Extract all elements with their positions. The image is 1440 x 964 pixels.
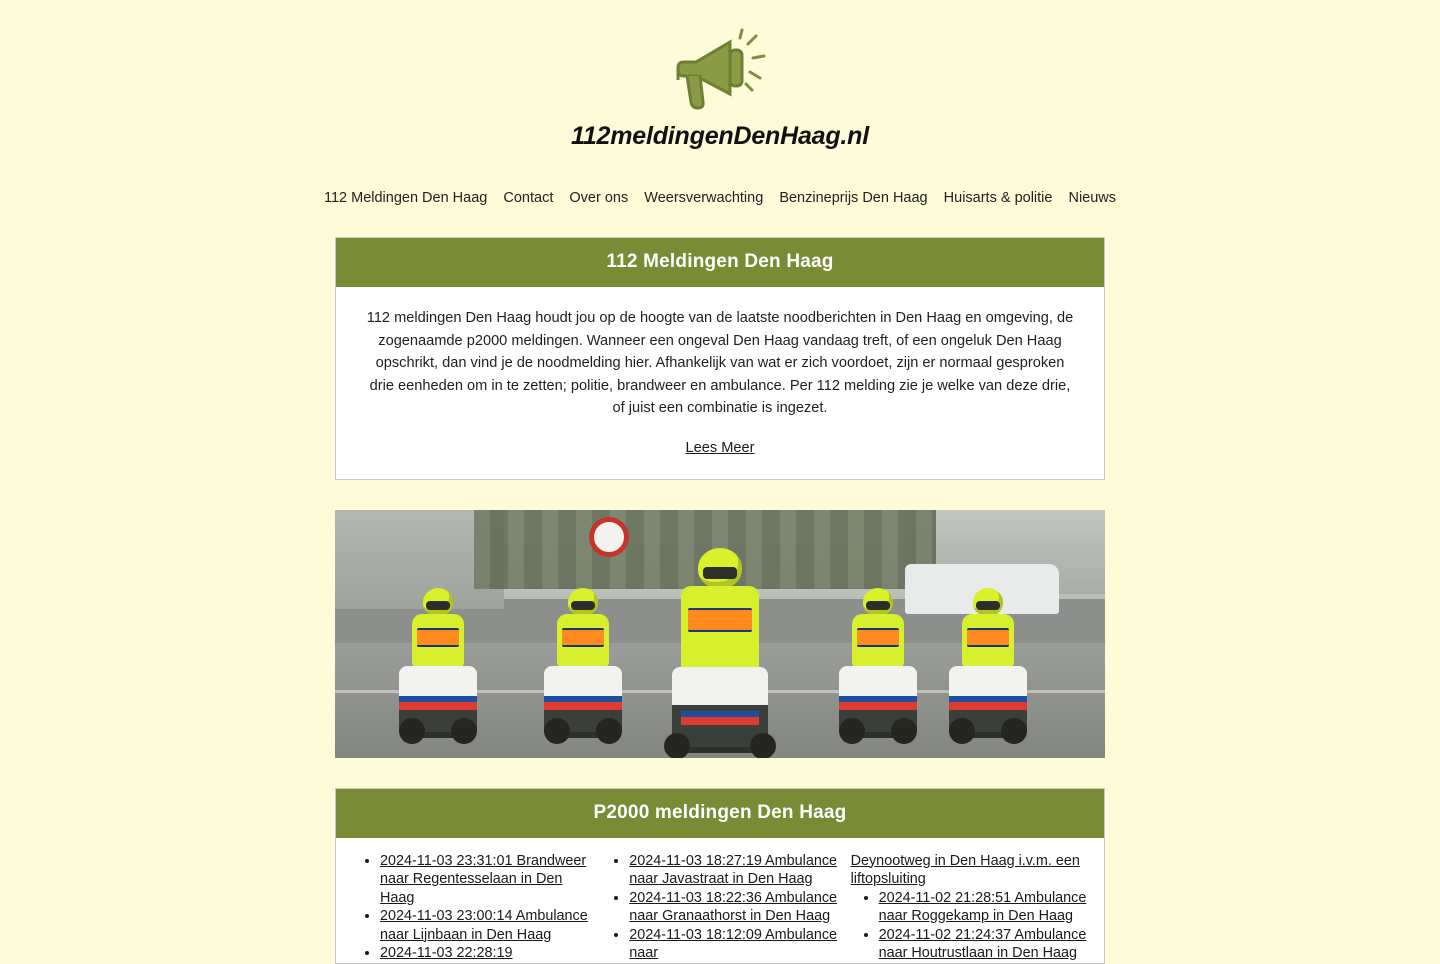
intro-panel-heading: 112 Meldingen Den Haag — [336, 238, 1104, 287]
intro-panel — [335, 237, 1105, 480]
nav-item-benzineprijs-den-haag[interactable]: Benzineprijs Den Haag — [779, 190, 928, 206]
melding-link[interactable]: 2024-11-02 21:28:51 Ambulance naar Roggekamp in Den Haag — [878, 889, 1087, 924]
site-header — [0, 0, 1440, 151]
p2000-list — [352, 852, 589, 963]
nav-item-112-meldingen-den-haag[interactable]: 112 Meldingen Den Haag — [323, 190, 488, 206]
list-item[interactable] — [879, 889, 1088, 926]
list-item[interactable] — [629, 852, 838, 889]
intro-panel-body — [336, 287, 1104, 479]
hero-motorcycle-rider — [835, 588, 921, 738]
hero-motorcycle-rider — [540, 588, 626, 738]
read-more-link[interactable]: Lees Meer — [685, 439, 755, 456]
hero-motorcycle-rider — [945, 588, 1031, 738]
intro-paragraph: 112 meldingen Den Haag houdt jou op de hoogte van de laatste noodberichten in Den Haag en omgeving, de zogenaamde p2000 meldingen. Wanneer een ongeval Den Haag vandaag treft, of een ongeluk Den Haag opschrikt, dan vind je de noodmelding hier. Afhankelijk van wat er zich voordoet, zijn er normaal gesproken drie eenheden om in te zetten; politie, brandweer en ambulance. Per 112 melding zie je welke van deze drie, of juist een combinatie is ingezet. — [366, 310, 1074, 416]
p2000-column-1 — [346, 852, 595, 963]
p2000-meldingen-panel — [335, 788, 1105, 964]
melding-link[interactable]: 2024-11-02 21:24:37 Ambulance naar Houtrustlaan in Den Haag — [878, 926, 1087, 961]
melding-link[interactable]: 2024-11-03 23:00:14 Ambulance naar Lijnbaan in Den Haag — [380, 908, 588, 943]
main-navigation — [0, 189, 1440, 207]
list-item[interactable] — [879, 926, 1088, 963]
nav-item-over-ons[interactable]: Over ons — [569, 190, 629, 206]
melding-link[interactable]: 2024-11-03 18:22:36 Ambulance naar Granaathorst in Den Haag — [629, 889, 838, 924]
p2000-columns — [336, 838, 1104, 963]
hero-traffic-sign — [589, 517, 629, 557]
p2000-list — [851, 889, 1088, 963]
nav-item-contact[interactable]: Contact — [503, 190, 554, 206]
melding-link-continued[interactable]: Deynootweg in Den Haag i.v.m. een liftopsluiting — [850, 852, 1080, 887]
list-item[interactable] — [380, 852, 589, 908]
list-item[interactable] — [380, 907, 589, 944]
hero-photo-police-motorcycles — [335, 510, 1105, 758]
melding-link[interactable]: 2024-11-03 18:12:09 Ambulance naar — [629, 926, 838, 961]
p2000-panel-heading: P2000 meldingen Den Haag — [336, 789, 1104, 838]
site-title: 112meldingenDenHaag.nl — [571, 122, 869, 150]
hero-motorcycle-rider-foreground — [660, 548, 780, 753]
melding-link[interactable]: 2024-11-03 23:31:01 Brandweer naar Regentesselaan in Den Haag — [380, 852, 587, 906]
p2000-column-3 — [845, 852, 1094, 963]
list-item[interactable] — [629, 889, 838, 926]
nav-item-weersverwachting[interactable]: Weersverwachting — [644, 190, 764, 206]
melding-link[interactable]: 2024-11-03 22:28:19 — [380, 945, 513, 961]
nav-item-huisarts-politie[interactable]: Huisarts & politie — [943, 190, 1053, 206]
p2000-list — [601, 852, 838, 963]
p2000-column-2 — [595, 852, 844, 963]
megaphone-icon[interactable] — [660, 28, 780, 118]
list-item[interactable] — [629, 926, 838, 963]
nav-item-nieuws[interactable]: Nieuws — [1068, 190, 1117, 206]
melding-link[interactable]: 2024-11-03 18:27:19 Ambulance naar Javastraat in Den Haag — [629, 852, 838, 887]
hero-motorcycle-rider — [395, 588, 481, 738]
